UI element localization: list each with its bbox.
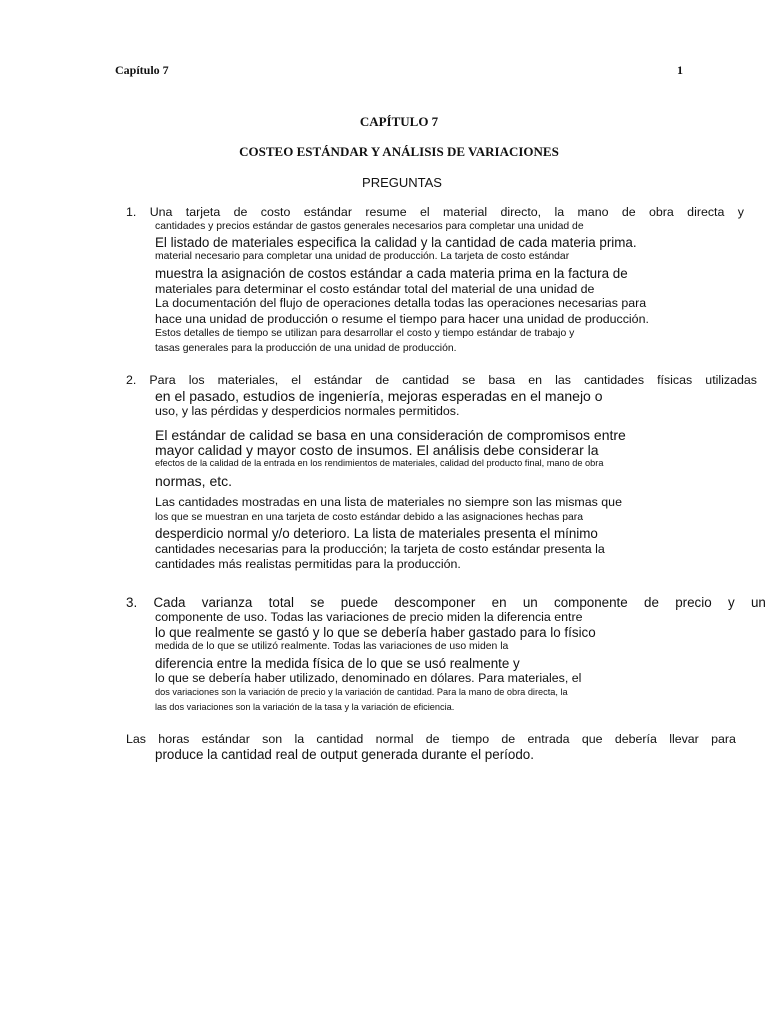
q1-line: tasas generales para la producción de una unidad de producción. (155, 343, 457, 354)
q1-line: muestra la asignación de costos estándar a cada materia prima en la factura de (155, 266, 628, 281)
q1-word: tarjeta (185, 205, 221, 219)
q1-word: material (443, 205, 488, 219)
q1-word: de (233, 205, 248, 219)
q2-line: desperdicio normal y/o deterioro. La lista de materiales presenta el mínimo (155, 526, 598, 541)
q3-word: descomponer (394, 595, 476, 610)
q2-line: Las cantidades mostradas en una lista de materiales no siempre son las mismas que (155, 495, 622, 509)
running-header-chapter: Capítulo 7 (115, 63, 169, 77)
q1-word: costo (260, 205, 291, 219)
q2-word: utilizadas (705, 373, 757, 387)
q3-word: un (522, 595, 538, 610)
q3-word: Cada (153, 595, 186, 610)
q1-word: directa (687, 205, 725, 219)
q2-line: cantidades más realistas permitidas para la producción. (155, 557, 461, 571)
q3-first-line (126, 596, 766, 609)
q1-word: Una (149, 205, 173, 219)
q1-word: y (737, 205, 744, 219)
q4-word: que (581, 732, 603, 746)
q3-line: dos variaciones son la variación de precio y la variación de cantidad. Para la mano de obra directa, la (155, 687, 568, 697)
q1-first-line (126, 206, 744, 218)
q2-first-line (126, 374, 757, 386)
q4-word: llevar (669, 732, 699, 746)
q2-word: las (555, 373, 571, 387)
q2-word: los (188, 373, 205, 387)
q1-line: cantidades y precios estándar de gastos generales necesarios para completar una unidad de (155, 221, 584, 232)
q1-word: directo, (500, 205, 542, 219)
q3-word: precio (675, 595, 712, 610)
chapter-title: CAPÍTULO 7 (359, 114, 439, 129)
q1-line: Estos detalles de tiempo se utilizan para desarrollar el costo y tiempo estándar de trabajo y (155, 328, 575, 339)
page-number: 1 (677, 63, 683, 77)
q3-word: y (727, 595, 735, 610)
q1-line: El listado de materiales especifica la calidad y la cantidad de cada materia prima. (155, 235, 637, 250)
q4-word: estándar (201, 732, 250, 746)
q4-word: Las (126, 732, 146, 746)
q2-line: uso, y las pérdidas y desperdicios normales permitidos. (155, 404, 460, 418)
q3-word: se (310, 595, 325, 610)
q4-word: la (294, 732, 305, 746)
q1-word: mano (577, 205, 609, 219)
q1-word: la (554, 205, 565, 219)
q2-word: en (528, 373, 543, 387)
q2-line: los que se muestran en una tarjeta de costo estándar debido a las asignaciones hechas para (155, 512, 584, 523)
q2-word: el (291, 373, 301, 387)
q1-word: de (621, 205, 636, 219)
q3-line: lo que se debería haber utilizado, denominado en dólares. Para materiales, el (155, 671, 582, 685)
q4-line: produce la cantidad real de output generada durante el período. (155, 747, 534, 762)
q3-word: varianza (201, 595, 253, 610)
q2-word: estándar (314, 373, 363, 387)
q3-line: las dos variaciones son la variación de la tasa y la variación de eficiencia. (155, 702, 455, 712)
q3-word: componente (554, 595, 628, 610)
chapter-topic: COSTEO ESTÁNDAR Y ANÁLISIS DE VARIACIONES (239, 144, 559, 159)
q3-line: medida de lo que se utilizó realmente. Todas las variaciones de uso miden la (155, 641, 509, 652)
q1-line: materiales para determinar el costo estándar total del material de una unidad de (155, 282, 595, 296)
q2-word: físicas (657, 373, 693, 387)
q2-word: Para (149, 373, 176, 387)
q3-word: de (644, 595, 659, 610)
q1-word: estándar (303, 205, 352, 219)
q4-word: debería (614, 732, 657, 746)
q4-word: para (711, 732, 736, 746)
q1-word: el (420, 205, 430, 219)
q1-word: obra (649, 205, 674, 219)
q4-word: cantidad (316, 732, 364, 746)
q3-word: total (268, 595, 294, 610)
q3-line: componente de uso. Todas las variaciones de precio miden la diferencia entre (155, 610, 583, 624)
q2-line: normas, etc. (155, 473, 233, 489)
q2-line: mayor calidad y mayor costo de insumos. El análisis debe considerar la (155, 442, 599, 458)
q4-word: horas (158, 732, 190, 746)
q4-word: normal (375, 732, 414, 746)
q2-line: efectos de la calidad de la entrada en los rendimientos de materiales, calidad del producto final, mano de obra (155, 458, 604, 468)
q4-first-line (126, 733, 736, 745)
q3-word: puede (340, 595, 378, 610)
q2-line: en el pasado, estudios de ingeniería, mejoras esperadas en el manejo o (155, 388, 603, 404)
q2-word: se (462, 373, 476, 387)
q2-word: materiales, (217, 373, 279, 387)
q2-word: basa (488, 373, 516, 387)
q3-word: 3. (126, 595, 138, 610)
q3-line: lo que realmente se gastó y lo que se debería haber gastado para lo físico (155, 625, 596, 640)
q3-line: diferencia entre la medida física de lo que se usó realmente y (155, 656, 520, 671)
q3-word: en (491, 595, 507, 610)
q4-word: de (425, 732, 440, 746)
q4-word: de (501, 732, 516, 746)
q2-word: 2. (126, 373, 137, 387)
q2-word: de (375, 373, 390, 387)
q3-word: un (750, 595, 766, 610)
q4-word: tiempo (451, 732, 490, 746)
q1-line: material necesario para completar una unidad de producción. La tarjeta de costo estándar (155, 251, 570, 262)
q2-word: cantidad (402, 373, 450, 387)
q1-line: La documentación del flujo de operaciones detalla todas las operaciones necesarias para (155, 296, 647, 310)
section-heading: PREGUNTAS (362, 175, 442, 190)
q1-line: hace una unidad de producción o resume el tiempo para hacer una unidad de producción. (155, 312, 649, 326)
q2-line: El estándar de calidad se basa en una consideración de compromisos entre (155, 427, 626, 443)
q2-word: cantidades (584, 373, 645, 387)
q1-word: resume (365, 205, 407, 219)
q4-word: son (262, 732, 283, 746)
q1-word: 1. (126, 205, 137, 219)
q2-line: cantidades necesarias para la producción; la tarjeta de costo estándar presenta la (155, 542, 605, 556)
q4-word: entrada (527, 732, 570, 746)
